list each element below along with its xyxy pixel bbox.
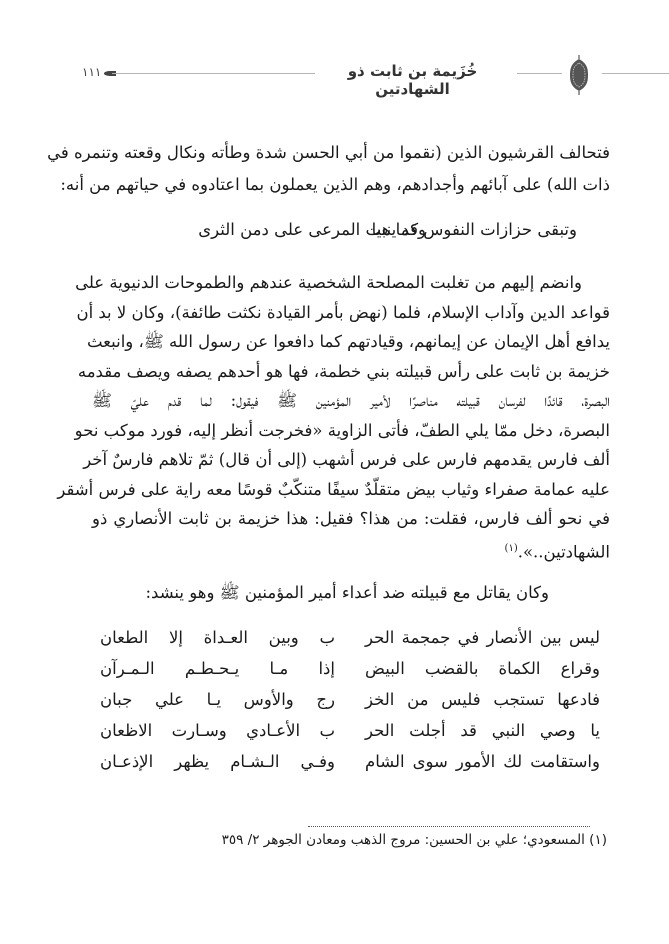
hemistich-left: إذا مـا يـحـطـم الـمـرآن <box>100 659 335 678</box>
poem-verse <box>100 622 600 653</box>
text-line: ألف فارس يقدمهم فارس على فرس أشهب (إلى أن قال) ثمّ تلاهم فارسٌ آخر <box>83 450 610 469</box>
hemistich-right: وقراع الكماة بالقضب البيض <box>365 659 600 678</box>
paragraph-2 <box>57 268 611 567</box>
running-title: خُزَيمة بن ثابت ذو الشهادتين <box>347 62 478 98</box>
header-rule-left <box>112 73 315 74</box>
hemistich-left: ب الأعـادي وسـارت الاظعان <box>100 721 335 740</box>
text-line: ذات الله) على آبائهم وأجدادهم، وهم الذين يعملون بما اعتادوه في حياتهم من أنه: <box>60 175 610 194</box>
poem-verse <box>100 653 600 684</box>
hemistich-right: واستقامت لك الأمور سوى الشام <box>365 752 600 771</box>
header-rule-right <box>602 73 669 74</box>
hemistich-left: وفـي الـشـام يظهر الإذعـان <box>100 752 335 771</box>
paragraph-1 <box>47 137 610 201</box>
header-rule-mid <box>517 73 562 74</box>
text-line: يدافع أهل الإيمان عن إيمانهم، وقيادتهم كما دافعوا عن رسول الله ﷺ، وانبعث <box>86 332 610 351</box>
text-line: فتحالف القرشيون الذين (نقموا من أبي الحسن شدة وطأته ونكال وقعته وتنمره في <box>47 143 610 162</box>
poem-verse <box>100 684 600 715</box>
hemistich-right: ليس بين الأنصار في جمجمة الحر <box>365 628 600 647</box>
text-fragment: الشهادتين..». <box>517 542 610 561</box>
text-line <box>92 534 610 567</box>
text-line: خزيمة بن ثابت على رأس قبيلته بني خطمة، فها هو أحدهم يصفه ويصف مقدمه <box>77 361 610 381</box>
text-line: البصرة، دخل ممّا يلي الطفّ، فأتى الزاوية «فخرجت أنظر إليه، فورد موكب نحو <box>74 420 610 440</box>
poem <box>100 622 600 777</box>
poem-intro: وكان يقاتل مع قبيلته ضد أعداء أمير المؤمنين ﷺ وهو ينشد: <box>145 583 549 602</box>
poem-verse <box>100 746 600 777</box>
page-number: ١١١ <box>82 65 102 79</box>
text-line: قواعد الدين وآداب الإسلام، فلما (نهض بأمر القيادة نكثت طائفة)، وكان لا بد أن <box>76 302 610 322</box>
footnote-text: المسعودي؛ علي بن الحسين: مروج الذهب ومعادن الجوهر ٢/ ٣٥٩ <box>221 832 585 848</box>
footnote-number: (١) <box>589 832 607 848</box>
verse-first-hemistich: وقد ينبت المرعى على دمن الثرى <box>198 220 426 239</box>
hemistich-right: يا وصي النبي قد أجلت الحر <box>365 721 600 740</box>
hemistich-left: رج والأوس يـا علي جبان <box>100 690 335 709</box>
footnote <box>222 832 607 848</box>
hemistich-left: ب وبين العـداة إلا الطعان <box>100 628 335 647</box>
text-line: في نحو ألف فارس، فقلت: من هذا؟ فقيل: هذا خزيمة بن ثابت الأنصاري ذو <box>92 509 611 528</box>
footnote-separator <box>308 826 590 827</box>
lantern-ornament-icon <box>568 55 590 99</box>
text-line: عليه عمامة صفراء وثياب بيض متقلّدٌ سيفًا متنكّبٌ قوسًا معه راية على فرس أشقر <box>57 479 610 499</box>
hemistich-right: فادعها تستجب فليس من الخز <box>365 690 600 709</box>
text-line: البصرة، قائدًا لفرسان قبيلته مناصرًا لأمير المؤمنين ﷺ فيقول: لما قدم عليّ ﷺ <box>92 391 610 410</box>
poem-verse <box>100 715 600 746</box>
verse-second-hemistich: وتبقى حزازات النفوس كما هيا <box>371 220 577 239</box>
text-line: وانضم إليهم من تغلبت المصلحة الشخصية عندهم والطموحات الدنيوية على <box>75 273 582 292</box>
footnote-reference[interactable]: (١) <box>504 542 518 554</box>
